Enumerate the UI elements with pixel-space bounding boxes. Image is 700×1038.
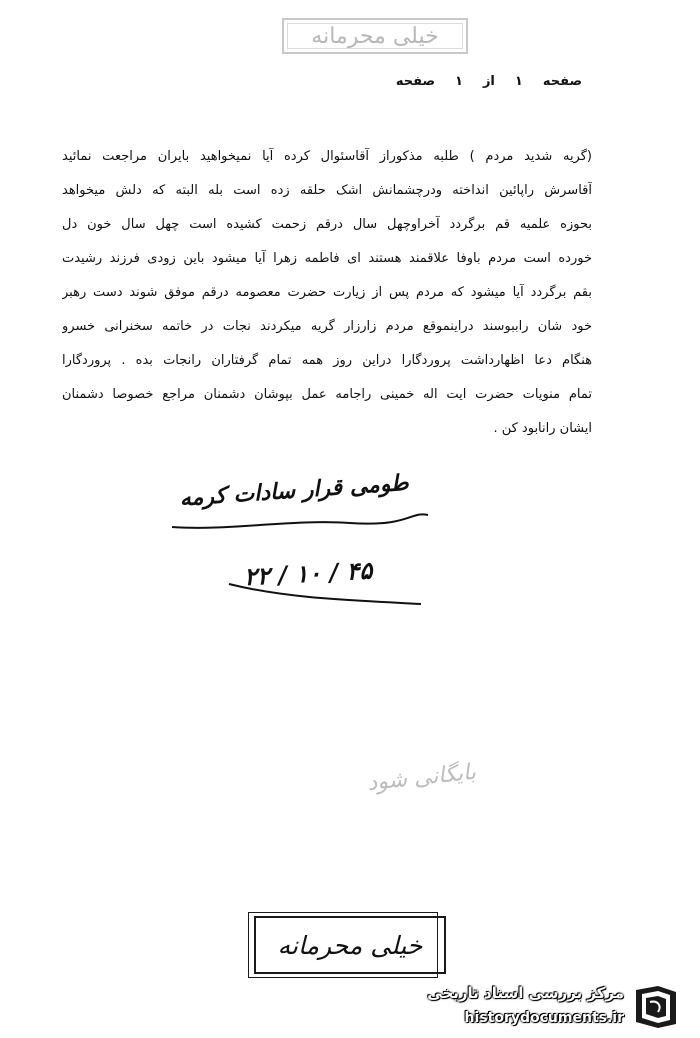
body-line: خورده است مردم باوفا علاقمند هستند ای فاطمه زهرا آیا میشود باین زودی فرزند رشیدت <box>62 251 592 266</box>
handwritten-signature: طومی قرار سادات کرمه <box>178 469 410 512</box>
archive-website: historydocuments.ir <box>464 1010 624 1026</box>
page-label: صفحه <box>542 73 582 89</box>
date-underline <box>225 578 425 606</box>
classification-stamp-bottom <box>254 916 446 974</box>
page-of: از <box>482 73 495 89</box>
archive-watermark <box>420 978 690 1036</box>
body-line: ایشان رانابود کن . <box>493 421 592 436</box>
report-body <box>62 140 592 446</box>
stamp-bottom-text: خیلی محرمانه <box>277 930 423 960</box>
signature-underline <box>170 505 430 535</box>
page-label-2: صفحه <box>395 73 435 89</box>
stamp-top-text: خیلی محرمانه <box>311 23 439 49</box>
handwritten-date: ۲۲ / ۱۰ / ۴۵ <box>243 555 373 592</box>
body-line: آقاسرش راپائین انداخته ودرچشمانش اشک حلقه زده است بله البته که دلش میخواهد <box>62 183 592 198</box>
archive-org-name: مرکز بررسی اسناد تاریخی <box>427 984 624 1002</box>
page-total: ۱ <box>455 73 463 89</box>
body-line: هنگام دعا اظهارداشت پروردگارا دراین روز همه تمام گرفتاران رانجات بده . پروردگارا <box>62 353 592 368</box>
body-line: (گریه شدید مردم ) طلبه مذکوراز آقاسئوال کرده آیا نمیخواهید بایران مراجعت نمائید <box>62 149 592 164</box>
page-number-line <box>372 70 582 92</box>
page-current: ۱ <box>514 73 523 89</box>
faded-handwritten-note: بایگانی شود <box>366 759 478 797</box>
body-line: تمام منویات حضرت ایت اله خمینی راجامه عمل بپوشان دشمنان مراجع خصوصا دشمنان <box>62 387 592 402</box>
classification-stamp-top <box>282 18 468 54</box>
body-line: خود شان راببوسند دراینموقع مردم زارزار گریه میکردند نجات در خاتمه سخنرانی خسرو <box>62 319 592 334</box>
body-line: بحوزه علمیه قم برگردد آخراوچهل سال درقم زحمت کشیده است چهل سال خون دل <box>62 217 592 232</box>
body-line: بقم برگردد آیا میشود که مردم پس از زیارت حضرت معصومه درقم موفق شوند دست رهبر <box>62 285 592 300</box>
archive-logo-icon <box>628 982 684 1032</box>
